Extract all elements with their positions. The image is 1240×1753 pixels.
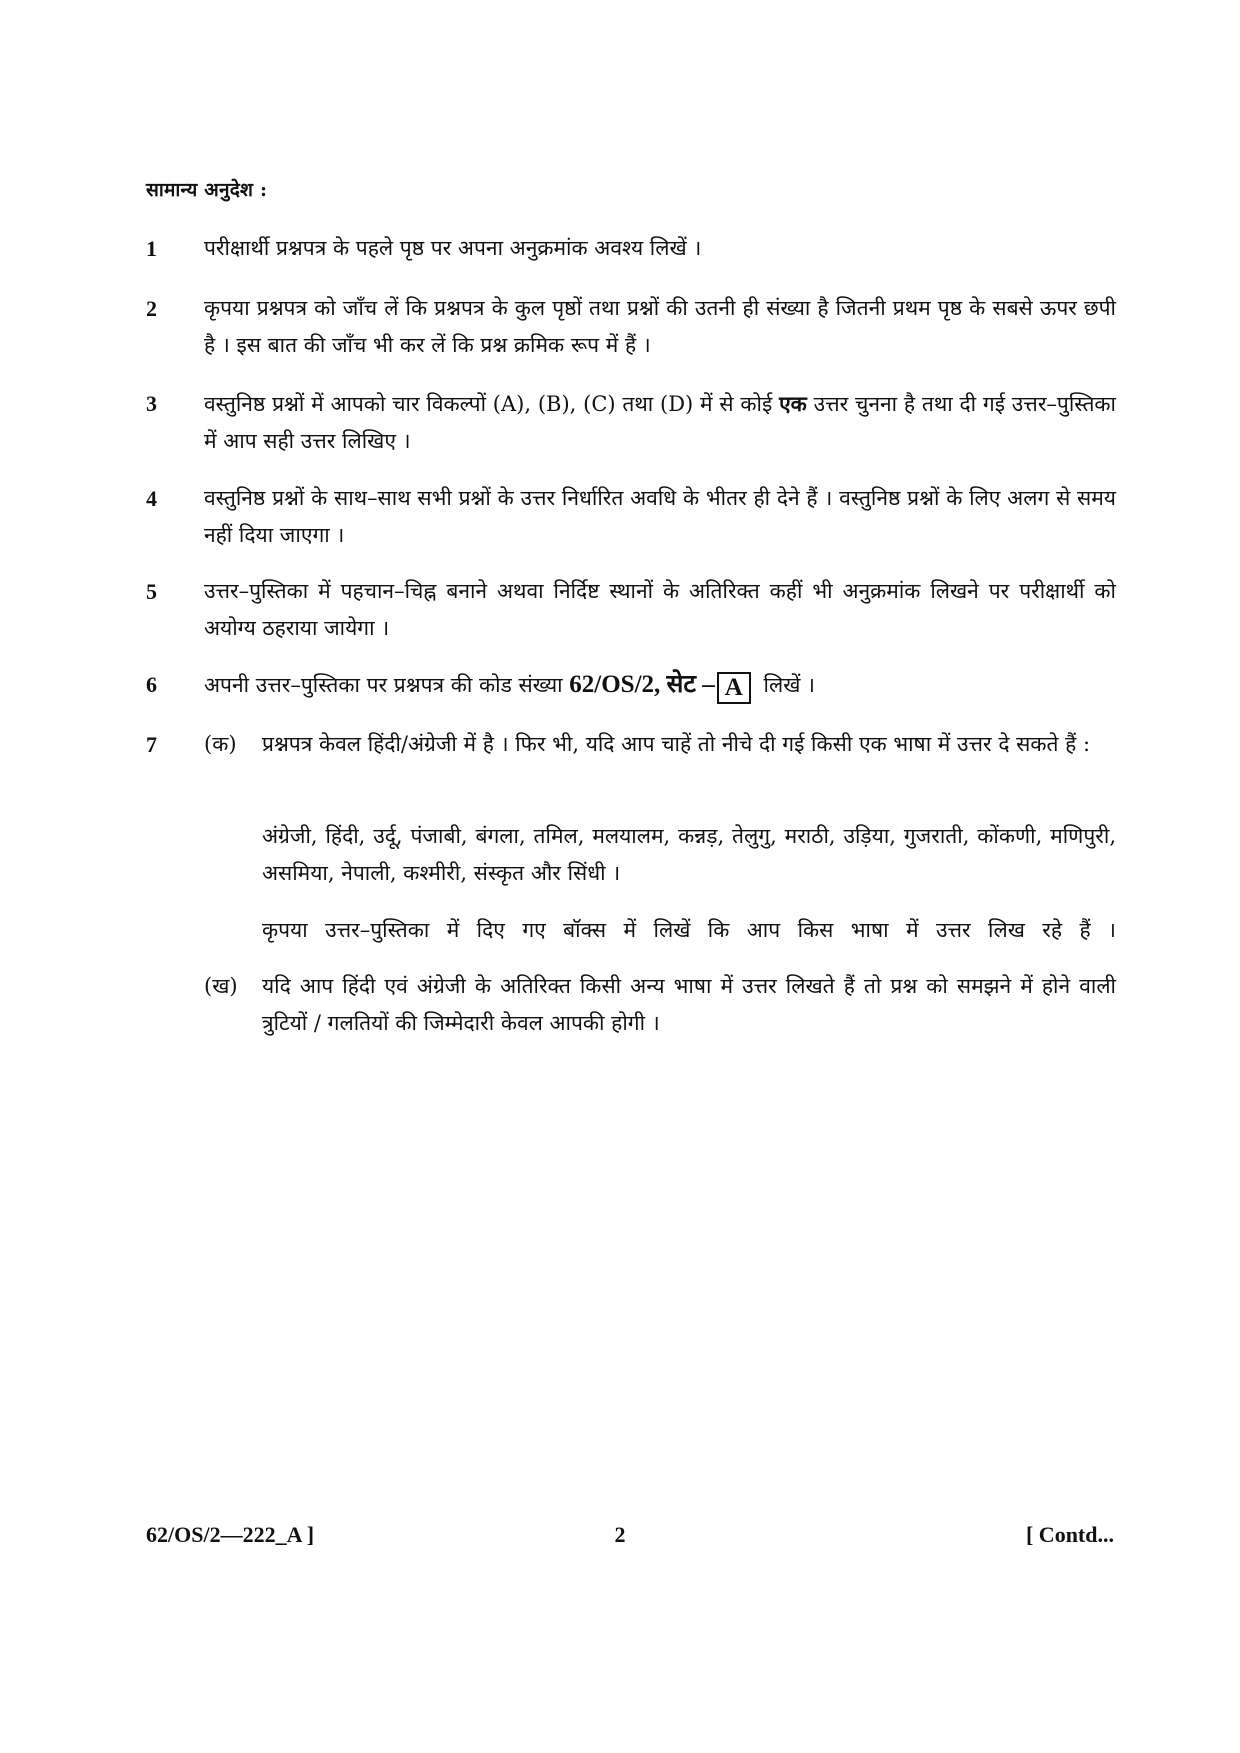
sub-text: यदि आप हिंदी एवं अंग्रेजी के अतिरिक्त किसी अन्य भाषा में उत्तर लिखते हैं तो प्रश्न को समझने में होने वाली त्रुटियों / गलतियों की जिम्मेदारी केवल आपकी होगी । bbox=[262, 974, 1116, 1035]
emphasis-one: एक bbox=[779, 391, 807, 416]
footer-paper-code: 62/OS/2—222_A ] bbox=[146, 1522, 315, 1547]
set-letter-box: A bbox=[717, 672, 751, 704]
instruction-text bbox=[204, 385, 1116, 460]
footer-contd: [ Contd... bbox=[1025, 1522, 1114, 1547]
instruction-number: 7 bbox=[146, 732, 157, 757]
sub-label: (क) bbox=[204, 732, 237, 756]
general-instructions-heading: सामान्य अनुदेश : bbox=[146, 179, 268, 201]
instruction-text: कृपया प्रश्नपत्र को जाँच लें कि प्रश्नपत्र के कुल पृष्ठों तथा प्रश्नों की उतनी ही संख्या है जितनी प्रथम पृष्ठ के सबसे ऊपर छपी है । इस बात की जाँच भी कर लें कि प्रश्न क्रमिक रूप में हैं । bbox=[204, 296, 1116, 357]
language-note: कृपया उत्तर–पुस्तिका में दिए गए बॉक्स में लिखें कि आप किस भाषा में उत्तर लिख रहे हैं । bbox=[262, 918, 1116, 942]
instruction-number: 2 bbox=[146, 296, 157, 321]
instruction-text: उत्तर–पुस्तिका में पहचान–चिह्न बनाने अथवा निर्दिष्ट स्थानों के अतिरिक्त कहीं भी अनुक्रमांक लिखने पर परीक्षार्थी को अयोग्य ठहराया जायेगा । bbox=[204, 579, 1116, 640]
instruction-number: 3 bbox=[146, 391, 157, 416]
paper-code: 62/OS/2, सेट – bbox=[569, 671, 715, 698]
instruction-number: 1 bbox=[146, 236, 157, 261]
instruction-number: 5 bbox=[146, 579, 157, 604]
sub-label: (ख) bbox=[204, 974, 238, 998]
instruction-number: 4 bbox=[146, 486, 157, 511]
sub-text: प्रश्नपत्र केवल हिंदी/अंग्रेजी में है । फिर भी, यदि आप चाहें तो नीचे दी गई किसी एक भाषा में उत्तर दे सकते हैं : bbox=[262, 732, 1091, 756]
instruction-text: वस्तुनिष्ठ प्रश्नों के साथ–साथ सभी प्रश्नों के उत्तर निर्धारित अवधि के भीतर ही देने हैं । वस्तुनिष्ठ प्रश्नों के लिए अलग से समय नहीं दिया जाएगा । bbox=[204, 486, 1116, 547]
instruction-text-part: वस्तुनिष्ठ प्रश्नों में आपको चार विकल्पों (A), (B), (C) तथा (D) में से कोई bbox=[204, 392, 780, 416]
instruction-text bbox=[204, 666, 1116, 704]
footer-page-number: 2 bbox=[614, 1522, 626, 1547]
instruction-text-part: लिखें । bbox=[763, 673, 816, 697]
instruction-number: 6 bbox=[146, 672, 157, 697]
instruction-text-part: अपनी उत्तर–पुस्तिका पर प्रश्नपत्र की कोड संख्या bbox=[204, 673, 570, 697]
language-list: अंग्रेजी, हिंदी, उर्दू, पंजाबी, बंगला, तमिल, मलयालम, कन्नड़, तेलुगु, मराठी, उड़िया, गुजराती, कोंकणी, मणिपुरी, असमिया, नेपाली, कश्मीरी, संस्कृत और सिंधी । bbox=[262, 824, 1116, 885]
instruction-text-part: उत्तर चुनना है तथा दी गई उत्तर–पुस्तिका में आप सही उत्तर लिखिए । bbox=[204, 392, 1116, 453]
instruction-text: परीक्षार्थी प्रश्नपत्र के पहले पृष्ठ पर अपना अनुक्रमांक अवश्य लिखें । bbox=[204, 236, 702, 260]
